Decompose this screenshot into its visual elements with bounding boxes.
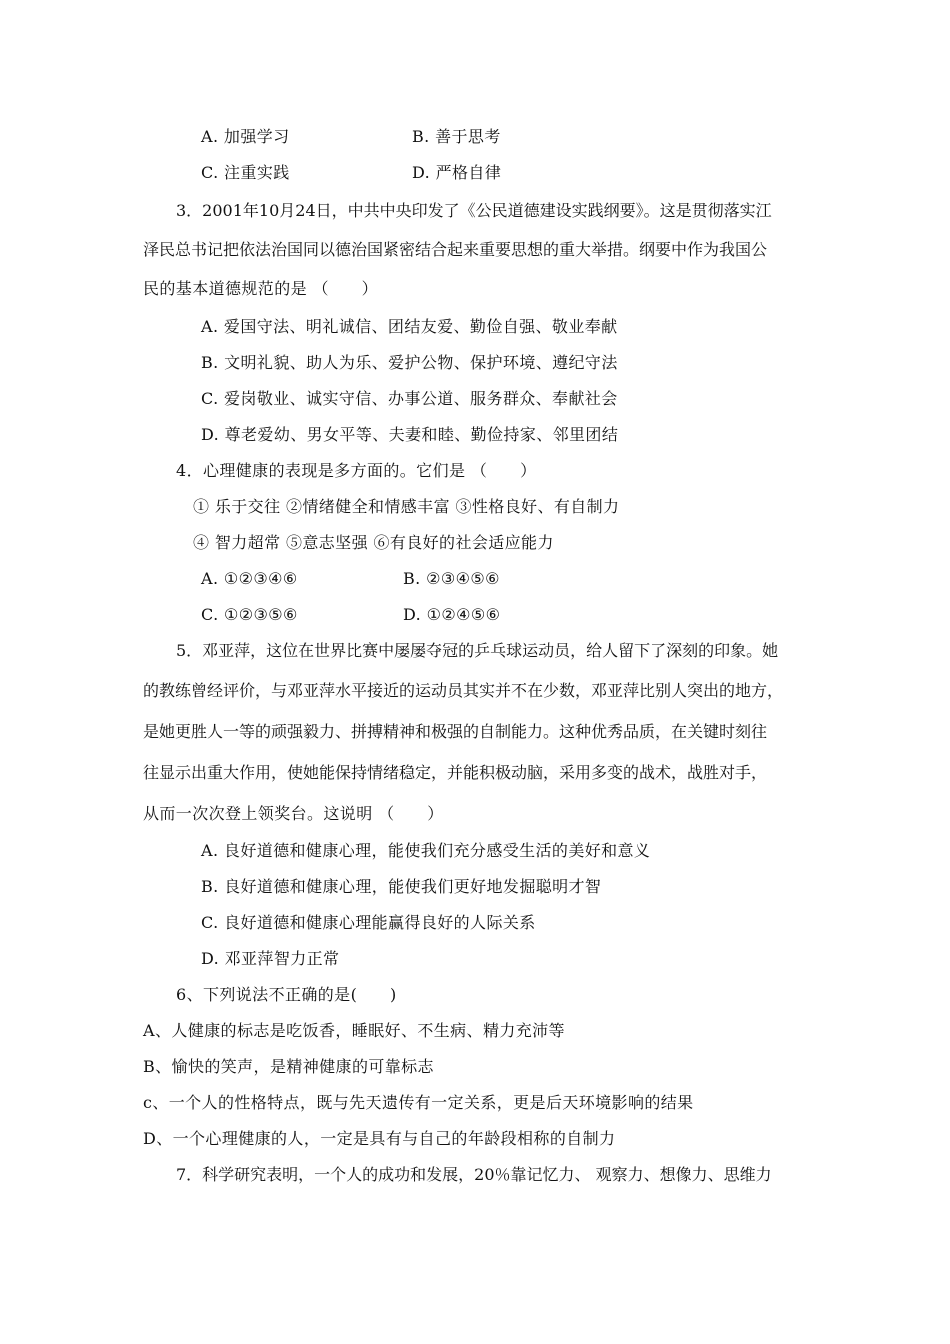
q5-option-a: A. 良好道德和健康心理，能使我们充分感受生活的美好和意义 xyxy=(201,841,651,860)
q2-option-c: C. 注重实践 xyxy=(201,163,290,182)
q6-option-d: D、一个心理健康的人，一定是具有与自己的年龄段相称的自制力 xyxy=(143,1129,616,1148)
q4-items-line-1: ① 乐于交往 ②情绪健全和情感丰富 ③性格良好、有自制力 xyxy=(193,497,620,516)
q3-stem-line-3: 民的基本道德规范的是 （ ） xyxy=(143,279,379,298)
q4-stem: 4．心理健康的表现是多方面的。它们是 （ ） xyxy=(176,461,537,480)
q4-option-a: A. ①②③④⑥ xyxy=(201,569,298,588)
q5-option-d: D. 邓亚萍智力正常 xyxy=(201,949,340,968)
q5-option-b: B. 良好道德和健康心理，能使我们更好地发掘聪明才智 xyxy=(201,877,602,896)
q4-option-b: B. ②③④⑤⑥ xyxy=(403,569,500,588)
q6-option-c: c、一个人的性格特点，既与先天遗传有一定关系，更是后天环境影响的结果 xyxy=(143,1093,694,1112)
q5-stem-line-5: 从而一次次登上领奖台。这说明 （ ） xyxy=(143,804,444,823)
q3-option-c: C. 爱岗敬业、诚实守信、办事公道、服务群众、奉献社会 xyxy=(201,389,618,408)
q3-stem-line-2: 泽民总书记把依法治国同以德治国紧密结合起来重要思想的重大举措。纲要中作为我国公 xyxy=(143,240,768,259)
q5-option-c: C. 良好道德和健康心理能赢得良好的人际关系 xyxy=(201,913,536,932)
q6-option-b: B、愉快的笑声，是精神健康的可靠标志 xyxy=(143,1057,434,1076)
q3-option-d: D. 尊老爱幼、男女平等、夫妻和睦、勤俭持家、邻里团结 xyxy=(201,425,619,444)
q3-option-b: B. 文明礼貌、助人为乐、爱护公物、保护环境、遵纪守法 xyxy=(201,353,618,372)
q6-stem: 6、下列说法不正确的是( ) xyxy=(176,985,397,1004)
q3-stem-line-1: 3．2001年10月24日，中共中央印发了《公民道德建设实践纲要》。这是贯彻落实江 xyxy=(176,201,772,220)
q2-option-a: A. 加强学习 xyxy=(201,127,290,146)
q2-option-d: D. 严格自律 xyxy=(412,163,502,182)
q3-option-a: A. 爱国守法、明礼诚信、团结友爱、勤俭自强、敬业奉献 xyxy=(201,317,618,336)
q4-option-d: D. ①②④⑤⑥ xyxy=(403,605,501,624)
q2-option-b: B. 善于思考 xyxy=(412,127,501,146)
q6-option-a: A、人健康的标志是吃饭香，睡眠好、不生病、精力充沛等 xyxy=(143,1021,565,1040)
q5-stem-line-4: 往显示出重大作用，使她能保持情绪稳定，并能积极动脑，采用多变的战术，战胜对手， xyxy=(143,763,768,782)
q5-stem-line-3: 是她更胜人一等的顽强毅力、拼搏精神和极强的自制能力。这种优秀品质，在关键时刻往 xyxy=(143,722,768,741)
q7-stem: 7．科学研究表明，一个人的成功和发展，20％靠记忆力、 观察力、想像力、思维力 xyxy=(176,1165,772,1184)
q4-option-c: C. ①②③⑤⑥ xyxy=(201,605,298,624)
q4-items-line-2: ④ 智力超常 ⑤意志坚强 ⑥有良好的社会适应能力 xyxy=(193,533,554,552)
q5-stem-line-2: 的教练曾经评价，与邓亚萍水平接近的运动员其实并不在少数，邓亚萍比别人突出的地方， xyxy=(143,681,784,700)
q5-stem-line-1: 5．邓亚萍，这位在世界比赛中屡屡夺冠的乒乓球运动员，给人留下了深刻的印象。她 xyxy=(176,641,779,660)
